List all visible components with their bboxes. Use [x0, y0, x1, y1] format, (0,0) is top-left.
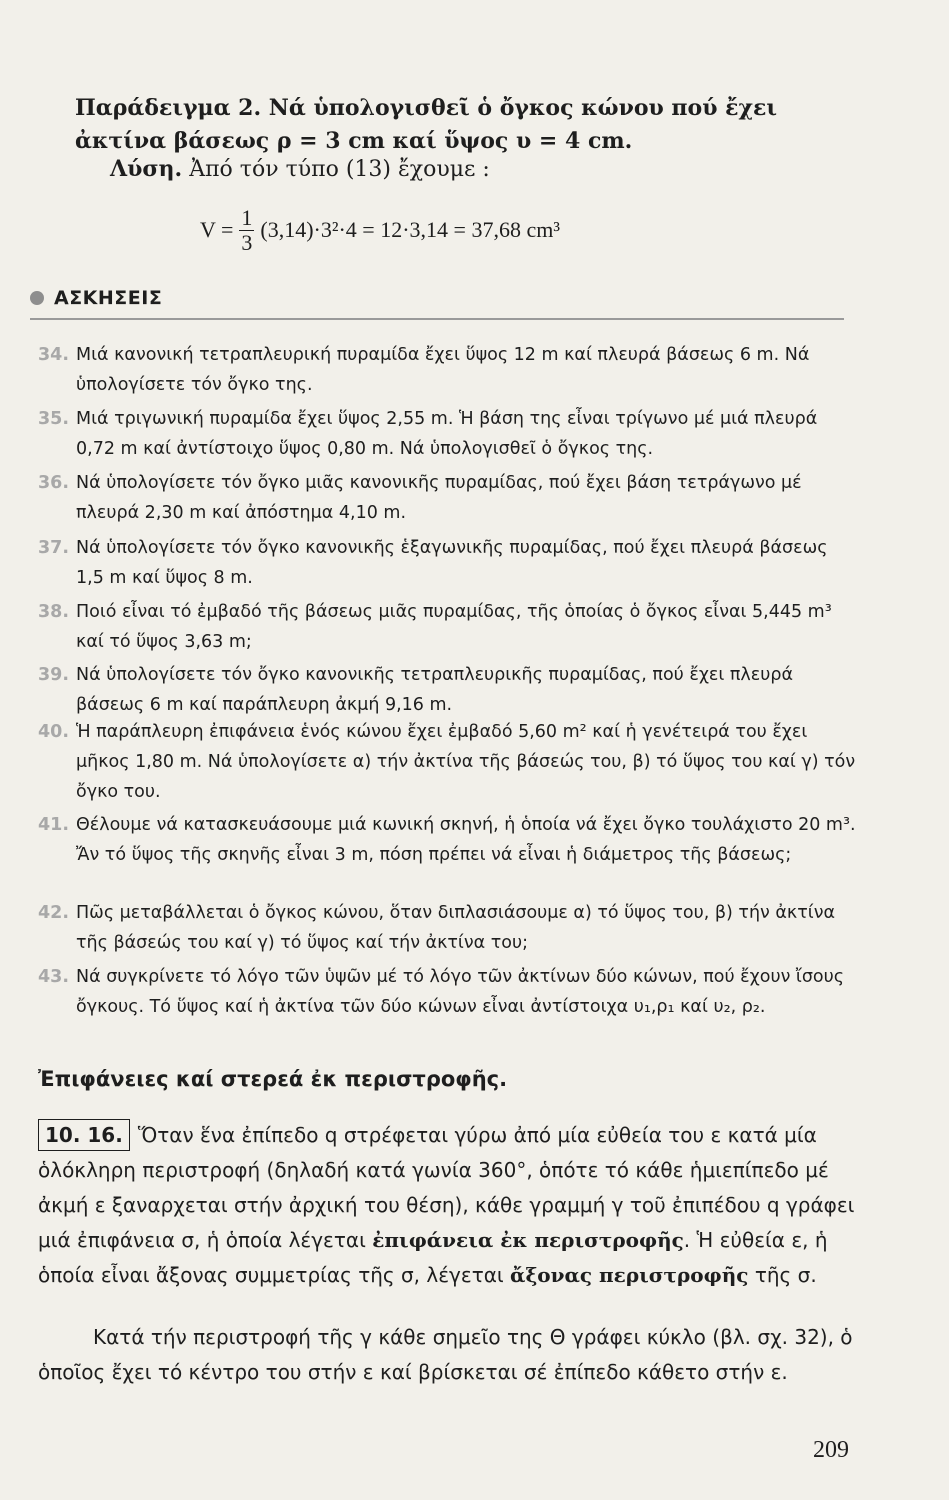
exercise-text: Νά ὑπολογίσετε τόν ὄγκο κανονικῆς ἑξαγωνικῆς πυραμίδας, πού ἔχει πλευρά βάσεως 1,5 m καί ὕψος 8 m.	[76, 538, 828, 588]
exercise-number: 40.	[38, 722, 70, 742]
solution-line	[110, 156, 490, 182]
exercise-37	[38, 533, 858, 593]
exercise-text: Θέλουμε νά κατασκευάσουμε μιά κωνική σκηνή, ἡ ὁποία νά ἔχει ὄγκο τουλάχιστο 20 m³. Ἄν τό ὕψος τῆς σκηνῆς εἶναι 3 m, πόση πρέπει νά εἶναι ἡ διάμετρος τῆς βάσεως;	[76, 815, 856, 865]
exercise-text: Νά συγκρίνετε τό λόγο τῶν ὑψῶν μέ τό λόγο τῶν ἀκτίνων δύο κώνων, πού ἔχουν ἴσους ὄγκους. Τό ὕψος καί ἡ ἀκτίνα τῶν δύο κώνων εἶναι ἀντίστοιχα υ₁,ρ₁ καί υ₂, ρ₂.	[76, 967, 845, 1017]
exercise-number: 37.	[38, 538, 70, 558]
bullet-icon	[30, 291, 44, 305]
exercise-34	[38, 340, 858, 400]
exercise-number: 39.	[38, 665, 70, 685]
solution-text: Ἀπό τόν τύπο (13) ἔχουμε :	[182, 157, 490, 182]
exercise-41	[38, 810, 858, 870]
exercise-number: 36.	[38, 473, 70, 493]
term-surface-of-revolution: ἐπιφάνεια ἐκ περιστροφῆς	[372, 1228, 684, 1252]
fraction-denominator: 3	[241, 229, 253, 255]
exercise-text: Ἡ παράπλευρη ἐπιφάνεια ἑνός κώνου ἔχει ἐμβαδό 5,60 m² καί ἡ γενέτειρά του ἔχει μῆκος 1,80 m. Νά ὑπολογίσετε α) τήν ἀκτίνα τῆς βάσεώς του, β) τό ὕψος του καί γ) τόν ὄγκο του.	[76, 722, 856, 802]
heading-divider	[30, 318, 844, 320]
exercise-38	[38, 597, 858, 657]
solution-label: Λύση.	[110, 156, 183, 182]
exercise-number: 42.	[38, 903, 70, 923]
exercise-39	[38, 660, 858, 720]
exercise-text: Μιά τριγωνική πυραμίδα ἔχει ὕψος 2,55 m. Ἡ βάση της εἶναι τρίγωνο μέ μιά πλευρά 0,72 m καί ἀντίστοιχο ὕψος 0,80 m. Νά ὑπολογισθεῖ ὁ ὄγκος της.	[76, 409, 818, 459]
paragraph-text-a: Ὅταν ἕνα ἐπίπεδο q στρέφεται γύρω ἀπό μία εὐθεία του ε κατά μία ὁλόκληρη περιστροφή (δηλαδή κατά γωνία 360°, ὁπότε τό κάθε ἡμιεπίπεδο μέ ἀκμή ε ξαναρχεται στήν ἀρχική του θέση), κάθε γραμμή γ τοῦ ἐπιπέδου q γράφει μιά ἐπιφάνεια σ, ἡ ὁποία λέγεται	[38, 1123, 855, 1252]
definition-paragraph	[38, 1118, 864, 1293]
exercise-number: 43.	[38, 967, 70, 987]
exercise-35	[38, 404, 858, 464]
circle-paragraph: Κατά τήν περιστροφή τῆς γ κάθε σημεῖο της Θ γράφει κύκλο (βλ. σχ. 32), ὁ ὁποῖος ἔχει τό κέντρο του στήν ε καί βρίσκεται σέ ἐπίπεδο κάθετο στήν ε.	[38, 1325, 853, 1384]
section-number-box: 10. 16.	[38, 1119, 130, 1151]
exercise-number: 41.	[38, 815, 70, 835]
exercise-36	[38, 468, 858, 528]
exercise-42	[38, 898, 858, 958]
exercise-number: 38.	[38, 602, 70, 622]
formula-lhs: V =	[200, 217, 234, 242]
volume-formula	[200, 200, 560, 260]
fraction-one-third	[239, 206, 254, 255]
page-number: 209	[813, 1437, 849, 1463]
exercise-text: Νά ὑπολογίσετε τόν ὄγκο μιᾶς κανονικῆς πυραμίδας, πού ἔχει βάση τετράγωνο μέ πλευρά 2,30 m καί ἀπόστημα 4,10 m.	[76, 473, 802, 523]
exercise-number: 35.	[38, 409, 70, 429]
formula-rhs: (3,14)·3²·4 = 12·3,14 = 37,68 cm³	[260, 217, 560, 242]
exercises-heading	[30, 287, 162, 309]
paragraph-text-c: τῆς σ.	[748, 1263, 817, 1287]
exercise-text: Νά ὑπολογίσετε τόν ὄγκο κανονικῆς τετραπλευρικῆς πυραμίδας, πού ἔχει πλευρά βάσεως 6 m καί παράπλευρη ἀκμή 9,16 m.	[76, 665, 793, 715]
exercise-text: Μιά κανονική τετραπλευρική πυραμίδα ἔχει ὕψος 12 m καί πλευρά βάσεως 6 m. Νά ὑπολογίσετε τόν ὄγκο της.	[76, 345, 810, 395]
exercise-40	[38, 717, 858, 807]
exercise-43	[38, 962, 858, 1022]
exercise-number: 34.	[38, 345, 70, 365]
paragraph-text-b: . Ἡ εὐθεία ε, ἡ ὁποία εἶναι ἄξονας συμμετρίας τῆς σ, λέγεται	[38, 1228, 828, 1287]
exercises-heading-text: ΑΣΚΗΣΕΙΣ	[54, 287, 163, 309]
term-axis-of-revolution: ἄξονας περιστροφῆς	[510, 1263, 749, 1287]
exercise-text: Ποιό εἶναι τό ἐμβαδό τῆς βάσεως μιᾶς πυραμίδας, τῆς ὁποίας ὁ ὄγκος εἶναι 5,445 m³ καί τό ὕψος 3,63 m;	[76, 602, 832, 652]
section-title: Ἐπιφάνειες καί στερεά ἐκ περιστροφῆς.	[38, 1067, 508, 1091]
exercise-text: Πῶς μεταβάλλεται ὁ ὄγκος κώνου, ὅταν διπλασιάσουμε α) τό ὕψος του, β) τήν ἀκτίνα τῆς βάσεώς του καί γ) τό ὕψος καί τήν ἀκτίνα του;	[76, 903, 836, 953]
example-title: Παράδειγμα 2. Νά ὑπολογισθεῖ ὁ ὄγκος κώνου πού ἔχει ἀκτίνα βάσεως ρ = 3 cm καί ὕψος υ = 4 cm.	[75, 95, 777, 154]
fraction-numerator: 1	[241, 204, 253, 230]
